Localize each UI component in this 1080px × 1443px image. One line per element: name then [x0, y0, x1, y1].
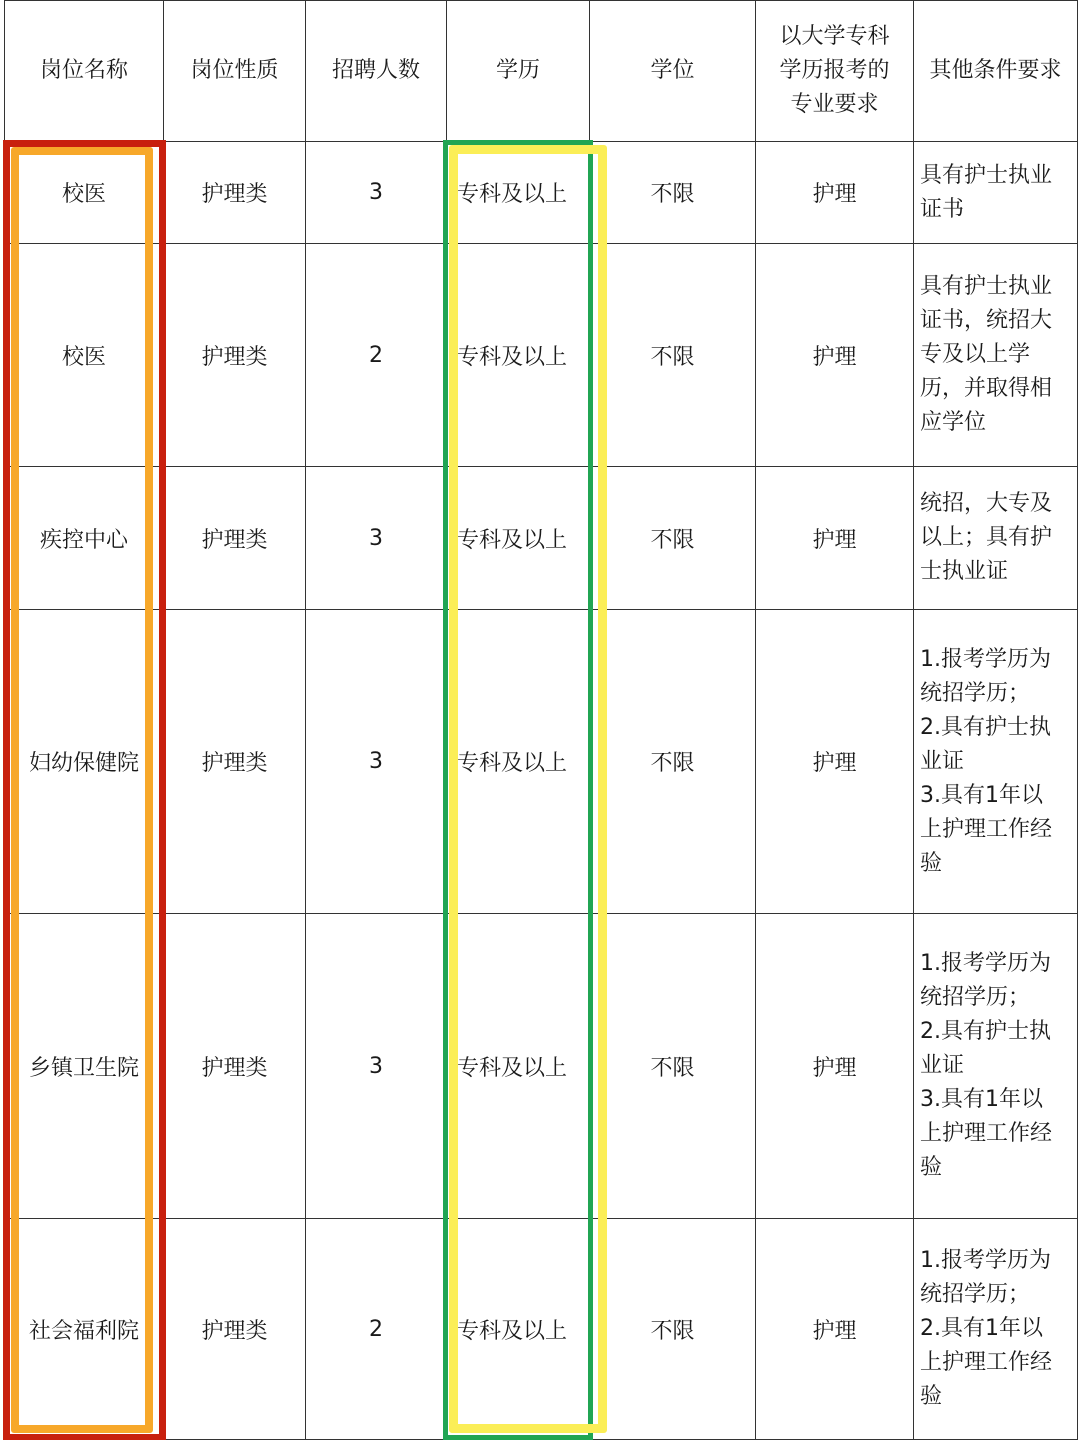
other-requirement-line: 统招学历； [920, 985, 1031, 1010]
cell-position-type: 护理类 [164, 142, 306, 244]
other-requirement-line: 历，并取得相 [920, 376, 1053, 401]
other-requirement-line: 上护理工作经 [920, 1121, 1053, 1146]
other-requirement-line: 上护理工作经 [920, 1350, 1053, 1375]
cell-education: 专科及以上 [447, 467, 590, 610]
cell-other-requirements [914, 244, 1078, 467]
header-major-line: 以大学专科 [779, 24, 890, 49]
other-requirement-line: 2.具有护士执 [920, 714, 1051, 740]
table-row [5, 610, 1078, 914]
other-requirement-line: 专及以上学 [920, 342, 1031, 367]
cell-position-type: 护理类 [164, 610, 306, 914]
other-requirement-line: 3.具有1年以 [920, 1087, 1043, 1112]
cell-degree: 不限 [590, 142, 756, 244]
other-requirement-line: 统招学历； [920, 680, 1031, 706]
table-header-row [5, 1, 1078, 142]
cell-position-type: 护理类 [164, 1219, 306, 1440]
table-row [5, 914, 1078, 1219]
cell-position-name: 妇幼保健院 [5, 610, 164, 914]
cell-education: 专科及以上 [447, 1219, 590, 1440]
cell-degree: 不限 [590, 610, 756, 914]
table-row [5, 244, 1078, 467]
cell-major: 护理 [756, 1219, 914, 1440]
other-requirement-line: 具有护士执业 [920, 274, 1053, 299]
cell-education: 专科及以上 [447, 610, 590, 914]
other-requirement-line: 验 [920, 1384, 943, 1409]
other-requirement-line: 业证 [920, 1053, 965, 1078]
other-requirement-line: 3.具有1年以 [920, 782, 1043, 808]
cell-position-name: 疾控中心 [5, 467, 164, 610]
cell-position-name: 校医 [5, 244, 164, 467]
table-row [5, 1219, 1078, 1440]
cell-position-name: 社会福利院 [5, 1219, 164, 1440]
cell-degree: 不限 [590, 244, 756, 467]
cell-hiring-count: 3 [306, 914, 447, 1219]
cell-hiring-count: 2 [306, 1219, 447, 1440]
header-major-line: 学历报考的 [779, 58, 890, 83]
other-requirement-line: 证书 [920, 196, 965, 222]
other-requirement-line: 上护理工作经 [920, 816, 1053, 842]
other-requirement-line: 验 [920, 850, 943, 876]
cell-position-type: 护理类 [164, 467, 306, 610]
other-requirement-line: 士执业证 [920, 559, 1009, 584]
cell-hiring-count: 3 [306, 142, 447, 244]
recruitment-table [4, 0, 1078, 1440]
other-requirement-line: 1.报考学历为 [920, 646, 1051, 672]
cell-position-type: 护理类 [164, 914, 306, 1219]
header-hiring-count: 招聘人数 [306, 1, 447, 142]
cell-other-requirements [914, 142, 1078, 244]
cell-other-requirements [914, 914, 1078, 1219]
other-requirement-line: 1.报考学历为 [920, 1248, 1051, 1273]
header-major-requirement [756, 1, 914, 142]
cell-degree: 不限 [590, 914, 756, 1219]
cell-hiring-count: 3 [306, 610, 447, 914]
other-requirement-line: 2.具有1年以 [920, 1316, 1043, 1341]
header-other-requirements: 其他条件要求 [914, 1, 1078, 142]
header-position-name: 岗位名称 [5, 1, 164, 142]
other-requirement-line: 具有护士执业 [920, 162, 1053, 188]
cell-education: 专科及以上 [447, 142, 590, 244]
cell-major: 护理 [756, 142, 914, 244]
header-position-type: 岗位性质 [164, 1, 306, 142]
header-degree: 学位 [590, 1, 756, 142]
other-requirement-line: 统招学历； [920, 1282, 1031, 1307]
other-requirement-line: 业证 [920, 748, 965, 774]
other-requirement-line: 2.具有护士执 [920, 1019, 1051, 1044]
cell-major: 护理 [756, 467, 914, 610]
other-requirement-line: 统招，大专及 [920, 491, 1053, 516]
cell-major: 护理 [756, 244, 914, 467]
cell-other-requirements [914, 1219, 1078, 1440]
cell-hiring-count: 2 [306, 244, 447, 467]
cell-other-requirements [914, 610, 1078, 914]
cell-position-name: 校医 [5, 142, 164, 244]
cell-major: 护理 [756, 610, 914, 914]
other-requirement-line: 1.报考学历为 [920, 951, 1051, 976]
other-requirement-line: 证书，统招大 [920, 308, 1053, 333]
other-requirement-line: 以上；具有护 [920, 525, 1053, 550]
cell-degree: 不限 [590, 1219, 756, 1440]
cell-degree: 不限 [590, 467, 756, 610]
header-major-line: 专业要求 [790, 92, 879, 117]
header-education: 学历 [447, 1, 590, 142]
table-row [5, 467, 1078, 610]
cell-position-name: 乡镇卫生院 [5, 914, 164, 1219]
cell-other-requirements [914, 467, 1078, 610]
table-row [5, 142, 1078, 244]
cell-position-type: 护理类 [164, 244, 306, 467]
other-requirement-line: 应学位 [920, 410, 987, 435]
cell-education: 专科及以上 [447, 914, 590, 1219]
other-requirement-line: 验 [920, 1155, 943, 1180]
cell-education: 专科及以上 [447, 244, 590, 467]
cell-hiring-count: 3 [306, 467, 447, 610]
cell-major: 护理 [756, 914, 914, 1219]
